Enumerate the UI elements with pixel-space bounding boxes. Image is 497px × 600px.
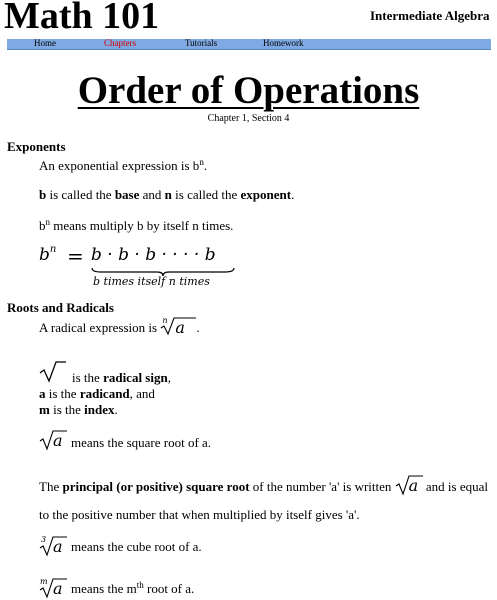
- square-root-expression: a: [39, 430, 67, 452]
- principal-root-line2: to the positive number that when multiplied by itself gives 'a'.: [39, 507, 360, 522]
- page-subtitle: Chapter 1, Section 4: [207, 113, 290, 124]
- roots-heading: Roots and Radicals: [7, 300, 114, 315]
- page-title: Order of Operations: [77, 69, 420, 112]
- exponent-definition: An exponential expression is $b^n$.: [39, 157, 208, 173]
- nav-homework-link[interactable]: Homework: [263, 38, 304, 48]
- radical-expression: n a: [160, 319, 196, 335]
- formula-product: b · b · b · · · · b: [91, 245, 216, 265]
- principal-root-line1: The principal (or positive) square root of the number 'a' is written a and is equal: [39, 476, 488, 495]
- brace-label: b times itself n times: [93, 275, 210, 288]
- radical-sign-icon: [39, 361, 67, 383]
- nav-chapters-link[interactable]: Chapters: [104, 38, 136, 48]
- radical-definition: A radical expression is n a .: [39, 316, 200, 337]
- nav-bar: [7, 39, 491, 50]
- site-title: Math 101: [4, 0, 160, 37]
- cube-root-expression: 3 a: [39, 536, 67, 558]
- exponent-meaning: $b^n$ means multiply b by itself n times.: [39, 217, 234, 233]
- nav-home-link[interactable]: Home: [34, 38, 56, 48]
- base-exponent-definition: b is called the base and n is called the exponent.: [39, 187, 295, 202]
- course-name: Intermediate Algebra: [370, 8, 490, 23]
- formula-lhs: $b^n$: [39, 244, 57, 265]
- radical-sign-text: is the radical sign,: [72, 370, 171, 385]
- principal-root-expression: a: [395, 479, 423, 495]
- cube-root-text: means the cube root of a.: [71, 539, 202, 554]
- mth-root-text: means the $m^{th}$ root of a.: [71, 580, 195, 596]
- square-root-text: means the square root of a.: [71, 435, 212, 450]
- index-definition: m is the index.: [39, 402, 118, 417]
- nav-tutorials-link[interactable]: Tutorials: [185, 38, 218, 48]
- radicand-definition: a is the radicand, and: [39, 386, 155, 401]
- exponent-formula: [39, 243, 239, 293]
- exponents-heading: Exponents: [7, 139, 66, 154]
- mth-root-expression: m a: [39, 578, 67, 600]
- formula-equals: =: [67, 244, 84, 268]
